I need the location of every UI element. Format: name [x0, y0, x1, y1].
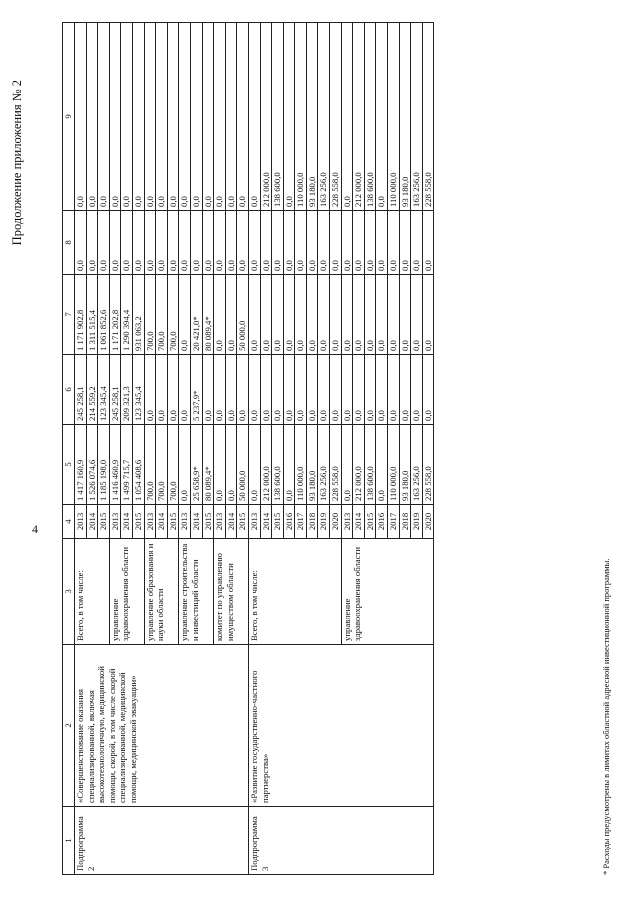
amount-cell: 0,0 — [295, 275, 307, 355]
amount-cell: 228 558,0 — [330, 23, 342, 211]
amount-cell: 0,0 — [295, 355, 307, 425]
year-cell: 2017 — [388, 505, 400, 539]
amount-cell: 0,0 — [318, 211, 330, 275]
amount-cell: 0,0 — [376, 425, 388, 505]
amount-cell: 0,0 — [214, 275, 226, 355]
amount-cell: 0,0 — [353, 355, 365, 425]
footnote: * Расходы предусмотрены в лимитах областной адресной инвестиционной программы. — [601, 558, 611, 875]
amount-cell: 0,0 — [272, 355, 284, 425]
amount-cell: 0,0 — [202, 23, 214, 211]
year-cell: 2018 — [399, 505, 411, 539]
amount-cell: 0,0 — [260, 275, 272, 355]
amount-cell: 110 000,0 — [388, 425, 400, 505]
amount-cell: 138 600,0 — [272, 425, 284, 505]
amount-cell: 0,0 — [144, 211, 156, 275]
amount-cell: 25 658,9* — [190, 425, 202, 505]
amount-cell: 0,0 — [225, 425, 237, 505]
amount-cell: 0,0 — [341, 211, 353, 275]
budget-table — [62, 22, 434, 875]
amount-cell: 0,0 — [376, 275, 388, 355]
appendix-title: Продолжение приложения № 2 — [10, 80, 24, 246]
amount-cell: 0,0 — [388, 211, 400, 275]
amount-cell: 93 180,0 — [399, 23, 411, 211]
amount-cell: 0,0 — [190, 211, 202, 275]
amount-cell: 0,0 — [98, 211, 110, 275]
amount-cell: 1 185 198,0 — [98, 425, 110, 505]
amount-cell: 0,0 — [190, 23, 202, 211]
amount-cell: 0,0 — [237, 211, 249, 275]
col-num-1: 1 — [63, 807, 75, 875]
amount-cell: 0,0 — [330, 211, 342, 275]
amount-cell: 0,0 — [422, 355, 434, 425]
amount-cell: 163 256,0 — [411, 23, 423, 211]
amount-cell: 0,0 — [202, 355, 214, 425]
amount-cell: 700,0 — [156, 275, 168, 355]
year-cell: 2016 — [376, 505, 388, 539]
amount-cell: 700,0 — [167, 275, 179, 355]
amount-cell: 0,0 — [330, 355, 342, 425]
amount-cell: 0,0 — [132, 211, 144, 275]
amount-cell: 245 258,1 — [75, 355, 87, 425]
year-cell: 2014 — [260, 505, 272, 539]
amount-cell: 0,0 — [306, 211, 318, 275]
amount-cell: 0,0 — [202, 211, 214, 275]
year-cell: 2020 — [422, 505, 434, 539]
amount-cell: 0,0 — [341, 355, 353, 425]
amount-cell: 0,0 — [109, 211, 121, 275]
year-cell: 2020 — [330, 505, 342, 539]
year-cell: 2015 — [167, 505, 179, 539]
amount-cell: 0,0 — [283, 425, 295, 505]
amount-cell: 0,0 — [225, 23, 237, 211]
amount-cell: 0,0 — [353, 275, 365, 355]
col-num-4: 4 — [63, 505, 75, 539]
year-cell: 2014 — [86, 505, 98, 539]
amount-cell: 0,0 — [248, 211, 260, 275]
amount-cell: 0,0 — [156, 23, 168, 211]
year-cell: 2015 — [98, 505, 110, 539]
amount-cell: 110 000,0 — [295, 425, 307, 505]
amount-cell: 1 054 408,6 — [132, 425, 144, 505]
amount-cell: 0,0 — [364, 275, 376, 355]
amount-cell: 0,0 — [248, 425, 260, 505]
amount-cell: 0,0 — [388, 275, 400, 355]
amount-cell: 0,0 — [283, 23, 295, 211]
amount-cell: 0,0 — [411, 275, 423, 355]
amount-cell: 0,0 — [167, 355, 179, 425]
subprogram-code: Подпрограмма 2 — [75, 807, 249, 875]
amount-cell: 20 421,0* — [190, 275, 202, 355]
subprogram-name: «Совершенствование оказания специализированной, включая высокотехнологичную, медицинской помощи, скорой, в том числе скорой специализированной, медицинской помощи, медицинской эвакуации» — [75, 645, 249, 807]
amount-cell: 0,0 — [167, 23, 179, 211]
year-cell: 2013 — [109, 505, 121, 539]
amount-cell: 93 180,0 — [306, 23, 318, 211]
amount-cell: 700,0 — [144, 425, 156, 505]
year-cell: 2014 — [121, 505, 133, 539]
amount-cell: 0,0 — [376, 355, 388, 425]
amount-cell: 0,0 — [214, 425, 226, 505]
amount-cell: 0,0 — [225, 275, 237, 355]
amount-cell: 0,0 — [272, 275, 284, 355]
amount-cell: 0,0 — [156, 211, 168, 275]
col-num-5: 5 — [63, 425, 75, 505]
amount-cell: 212 000,0 — [260, 23, 272, 211]
column-number-row — [63, 23, 75, 875]
amount-cell: 5 237,9* — [190, 355, 202, 425]
amount-cell: 0,0 — [121, 23, 133, 211]
table-row — [248, 23, 260, 875]
amount-cell: 931 063,2 — [132, 275, 144, 355]
amount-cell: 0,0 — [179, 211, 191, 275]
amount-cell: 1 526 074,6 — [86, 425, 98, 505]
amount-cell: 212 000,0 — [353, 23, 365, 211]
year-cell: 2016 — [283, 505, 295, 539]
amount-cell: 0,0 — [306, 355, 318, 425]
year-cell: 2013 — [75, 505, 87, 539]
amount-cell: 0,0 — [411, 355, 423, 425]
amount-cell: 0,0 — [179, 425, 191, 505]
amount-cell: 0,0 — [144, 355, 156, 425]
amount-cell: 0,0 — [214, 355, 226, 425]
amount-cell: 163 256,0 — [411, 425, 423, 505]
amount-cell: 245 258,1 — [109, 355, 121, 425]
amount-cell: 0,0 — [341, 23, 353, 211]
year-cell: 2015 — [272, 505, 284, 539]
amount-cell: 0,0 — [295, 211, 307, 275]
executor-label: управление строительства и инвестиций области — [179, 539, 214, 645]
amount-cell: 228 558,0 — [422, 425, 434, 505]
amount-cell: 0,0 — [260, 211, 272, 275]
year-cell: 2013 — [214, 505, 226, 539]
amount-cell: 0,0 — [283, 355, 295, 425]
amount-cell: 700,0 — [144, 275, 156, 355]
year-cell: 2014 — [190, 505, 202, 539]
amount-cell: 0,0 — [283, 211, 295, 275]
subprogram-code: Подпрограмма 3 — [248, 807, 434, 875]
amount-cell: 0,0 — [121, 211, 133, 275]
amount-cell: 0,0 — [422, 275, 434, 355]
amount-cell: 0,0 — [225, 355, 237, 425]
year-cell: 2018 — [306, 505, 318, 539]
col-num-8: 8 — [63, 211, 75, 275]
amount-cell: 0,0 — [364, 211, 376, 275]
amount-cell: 228 558,0 — [330, 425, 342, 505]
amount-cell: 0,0 — [353, 211, 365, 275]
amount-cell: 93 180,0 — [399, 425, 411, 505]
amount-cell: 212 000,0 — [260, 425, 272, 505]
year-cell: 2015 — [237, 505, 249, 539]
executor-label: управление здравоохранения области — [341, 539, 434, 645]
amount-cell: 0,0 — [411, 211, 423, 275]
table-body — [63, 23, 434, 875]
amount-cell: 0,0 — [75, 211, 87, 275]
amount-cell: 0,0 — [318, 355, 330, 425]
amount-cell: 700,0 — [156, 425, 168, 505]
amount-cell: 0,0 — [167, 211, 179, 275]
amount-cell: 0,0 — [214, 211, 226, 275]
amount-cell: 0,0 — [237, 355, 249, 425]
amount-cell: 0,0 — [388, 355, 400, 425]
amount-cell: 209 321,3 — [121, 355, 133, 425]
amount-cell: 123 345,4 — [132, 355, 144, 425]
executor-label: Всего, в том числе: — [75, 539, 110, 645]
amount-cell: 1 171 202,8 — [109, 275, 121, 355]
year-cell: 2015 — [132, 505, 144, 539]
amount-cell: 0,0 — [86, 23, 98, 211]
amount-cell: 1 171 902,8 — [75, 275, 87, 355]
amount-cell: 0,0 — [248, 275, 260, 355]
year-cell: 2013 — [341, 505, 353, 539]
amount-cell: 50 000,0 — [237, 275, 249, 355]
amount-cell: 0,0 — [283, 275, 295, 355]
amount-cell: 212 000,0 — [353, 425, 365, 505]
amount-cell: 1 061 852,6 — [98, 275, 110, 355]
amount-cell: 0,0 — [98, 23, 110, 211]
amount-cell: 110 000,0 — [388, 23, 400, 211]
table-row — [75, 23, 87, 875]
amount-cell: 0,0 — [179, 355, 191, 425]
amount-cell: 0,0 — [399, 275, 411, 355]
amount-cell: 163 256,0 — [318, 23, 330, 211]
year-cell: 2014 — [156, 505, 168, 539]
amount-cell: 700,0 — [167, 425, 179, 505]
amount-cell: 0,0 — [422, 211, 434, 275]
amount-cell: 0,0 — [272, 211, 284, 275]
amount-cell: 50 000,0 — [237, 425, 249, 505]
amount-cell: 0,0 — [376, 23, 388, 211]
executor-label: управление здравоохранения области — [109, 539, 144, 645]
amount-cell: 1 290 394,4 — [121, 275, 133, 355]
amount-cell: 138 600,0 — [364, 425, 376, 505]
col-num-3: 3 — [63, 539, 75, 645]
amount-cell: 163 256,0 — [318, 425, 330, 505]
year-cell: 2019 — [411, 505, 423, 539]
executor-label: управление образования и науки области — [144, 539, 179, 645]
amount-cell: 0,0 — [330, 275, 342, 355]
amount-cell: 1 416 460,9 — [109, 425, 121, 505]
amount-cell: 0,0 — [341, 275, 353, 355]
amount-cell: 0,0 — [132, 23, 144, 211]
amount-cell: 1 311 515,4 — [86, 275, 98, 355]
amount-cell: 0,0 — [376, 211, 388, 275]
year-cell: 2014 — [225, 505, 237, 539]
amount-cell: 138 600,0 — [364, 23, 376, 211]
amount-cell: 0,0 — [86, 211, 98, 275]
col-num-9: 9 — [63, 23, 75, 211]
year-cell: 2017 — [295, 505, 307, 539]
amount-cell: 0,0 — [341, 425, 353, 505]
amount-cell: 0,0 — [144, 23, 156, 211]
amount-cell: 0,0 — [156, 355, 168, 425]
amount-cell: 0,0 — [399, 211, 411, 275]
year-cell: 2019 — [318, 505, 330, 539]
amount-cell: 214 559,2 — [86, 355, 98, 425]
amount-cell: 0,0 — [109, 23, 121, 211]
year-cell: 2013 — [248, 505, 260, 539]
amount-cell: 123 345,4 — [98, 355, 110, 425]
amount-cell: 0,0 — [306, 275, 318, 355]
amount-cell: 0,0 — [364, 355, 376, 425]
amount-cell: 0,0 — [248, 355, 260, 425]
year-cell: 2013 — [179, 505, 191, 539]
amount-cell: 0,0 — [237, 23, 249, 211]
amount-cell: 138 600,0 — [272, 23, 284, 211]
amount-cell: 0,0 — [225, 211, 237, 275]
page-number: 4 — [32, 522, 38, 536]
amount-cell: 0,0 — [248, 23, 260, 211]
year-cell: 2013 — [144, 505, 156, 539]
amount-cell: 0,0 — [214, 23, 226, 211]
amount-cell: 80 089,4* — [202, 275, 214, 355]
year-cell: 2015 — [364, 505, 376, 539]
year-cell: 2015 — [202, 505, 214, 539]
amount-cell: 110 000,0 — [295, 23, 307, 211]
amount-cell: 0,0 — [318, 275, 330, 355]
amount-cell: 228 558,0 — [422, 23, 434, 211]
year-cell: 2014 — [353, 505, 365, 539]
amount-cell: 1 417 160,9 — [75, 425, 87, 505]
amount-cell: 0,0 — [399, 355, 411, 425]
subprogram-name: «Развитие государственно-частного партнерства» — [248, 645, 434, 807]
amount-cell: 80 089,4* — [202, 425, 214, 505]
amount-cell: 0,0 — [179, 23, 191, 211]
col-num-2: 2 — [63, 645, 75, 807]
amount-cell: 1 499 715,7 — [121, 425, 133, 505]
amount-cell: 0,0 — [75, 23, 87, 211]
col-num-6: 6 — [63, 355, 75, 425]
executor-label: комитет по управлению имуществом области — [214, 539, 249, 645]
amount-cell: 0,0 — [260, 355, 272, 425]
amount-cell: 93 180,0 — [306, 425, 318, 505]
col-num-7: 7 — [63, 275, 75, 355]
executor-label: Всего, в том числе: — [248, 539, 341, 645]
amount-cell: 0,0 — [179, 275, 191, 355]
